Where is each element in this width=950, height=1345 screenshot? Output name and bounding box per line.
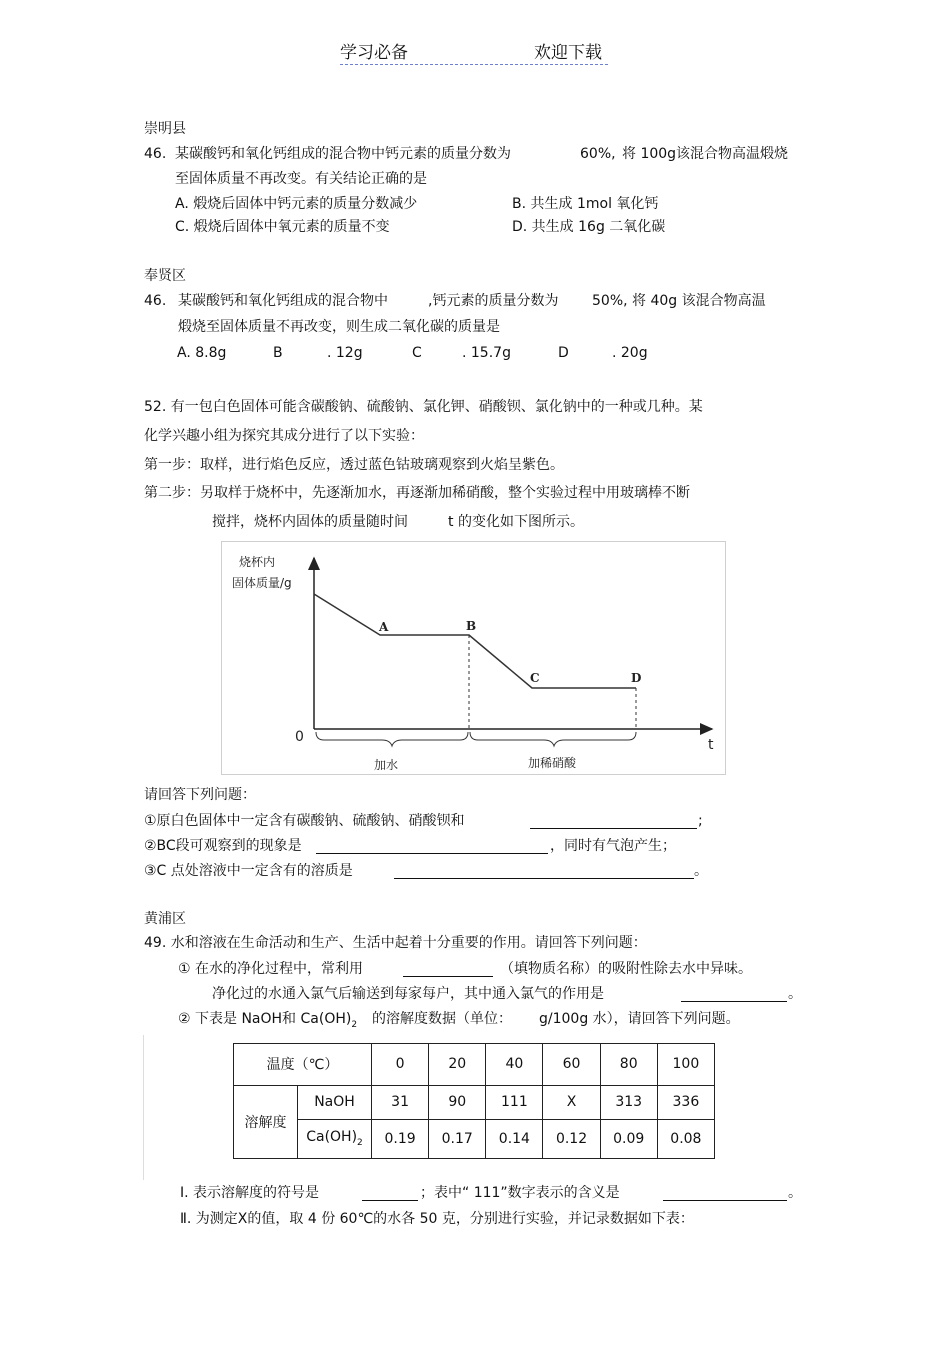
q52-sub2-end: ，同时有气泡产生； <box>550 838 676 854</box>
temp-cell: 80 <box>600 1044 657 1086</box>
q46-line2: 至固体质量不再改变。有关结论正确的是 <box>175 171 427 187</box>
q49-sub1-a: ① 在水的净化过程中，常利用 <box>178 961 364 977</box>
roman1-a: Ⅰ. 表示溶解度的符号是 <box>180 1185 320 1201</box>
q52-sub2-blank[interactable] <box>316 837 548 854</box>
q46-option-b: B. 共生成 1mol 氧化钙 <box>512 196 659 212</box>
table-row-temperature <box>234 1044 715 1086</box>
q49-sub1-blank[interactable] <box>403 960 493 977</box>
origin-label: 0 <box>295 729 304 745</box>
q52-sub1-blank[interactable] <box>530 812 697 829</box>
temp-cell: 20 <box>429 1044 486 1086</box>
q49-sub1-line2-end: 。 <box>788 986 802 1002</box>
q49-sub1-line2: 净化过的水通入氯气后输送到每家每户，其中通入氯气的作用是 <box>212 986 604 1002</box>
q46b-text-b: ,钙元素的质量分数为 <box>428 293 559 309</box>
caoh2-cell: 0.14 <box>486 1119 543 1158</box>
solubility-label: 溶解度 <box>234 1085 298 1158</box>
temp-header: 温度（℃） <box>234 1044 372 1086</box>
solubility-table <box>233 1043 715 1159</box>
q49-sub2-b: 的溶解度数据（单位： <box>372 1011 512 1027</box>
q49-sub1-line2-blank[interactable] <box>681 985 787 1002</box>
left-margin-rule <box>143 1035 144 1180</box>
mass-time-graph <box>221 541 726 775</box>
table-row-naoh <box>234 1085 715 1119</box>
q46b-option-b-letter: B <box>273 345 283 361</box>
header-right: 欢迎下载 <box>534 43 602 63</box>
naoh-cell: 313 <box>600 1085 657 1119</box>
roman1-end: 。 <box>788 1185 802 1201</box>
temp-cell: 60 <box>543 1044 600 1086</box>
q52-step2: 第二步：另取样于烧杯中，先逐渐加水，再逐渐加稀硝酸，整个实验过程中用玻璃棒不断 <box>144 485 690 501</box>
q49-sub2-a-text: ② 下表是 NaOH和 Ca(OH) <box>178 1011 352 1027</box>
q52-step1: 第一步：取样，进行焰色反应，透过蓝色钴玻璃观察到火焰呈紫色。 <box>144 457 564 473</box>
q46-option-d: D. 共生成 16g 二氧化碳 <box>512 219 666 235</box>
roman1-blank2[interactable] <box>663 1184 787 1201</box>
district-chongming: 崇明县 <box>144 121 186 137</box>
naoh-cell: 111 <box>486 1085 543 1119</box>
q46-text-a: 某碳酸钙和氧化钙组成的混合物中钙元素的质量分数为 <box>175 146 511 162</box>
caoh2-cell: 0.08 <box>657 1119 714 1158</box>
brace-left <box>316 732 468 746</box>
point-c-label: C <box>530 671 540 685</box>
graph-svg <box>222 542 725 774</box>
roman1-blank1[interactable] <box>362 1184 418 1201</box>
q49-sub1-b: （填物质名称）的吸附性除去水中异味。 <box>500 961 752 977</box>
segment-left-label: 加水 <box>374 758 399 772</box>
x-label: t <box>708 737 714 753</box>
header-underline <box>340 64 608 65</box>
point-b-label: B <box>466 619 477 633</box>
q46b-text-a: 某碳酸钙和氧化钙组成的混合物中 <box>178 293 388 309</box>
q52-sub2: ②BC段可观察到的现象是 <box>144 838 302 854</box>
q46-text-b: 60%, <box>580 146 616 162</box>
naoh-cell: 336 <box>657 1085 714 1119</box>
point-d-label: D <box>631 671 642 685</box>
q49-line: 49. 水和溶液在生命活动和生产、生活中起着十分重要的作用。请回答下列问题： <box>144 935 647 951</box>
segment-right-label: 加稀硝酸 <box>528 756 577 770</box>
caoh2-cell: 0.17 <box>429 1119 486 1158</box>
q49-sub2-a <box>178 1010 357 1034</box>
q46b-option-b-value: . 12g <box>327 345 363 361</box>
q46b-option-c-letter: C <box>412 345 422 361</box>
q46b-line2: 煅烧至固体质量不再改变，则生成二氧化碳的质量是 <box>178 319 500 335</box>
q46-option-c: C. 煅烧后固体中氧元素的质量不变 <box>175 219 390 235</box>
q52-sub3: ③C 点处溶液中一定含有的溶质是 <box>144 863 353 879</box>
q52-line1: 52. 有一包白色固体可能含碳酸钠、硫酸钠、氯化钾、硝酸钡、氯化钠中的一种或几种。某 <box>144 399 703 415</box>
caoh2-cell: 0.12 <box>543 1119 600 1158</box>
q46-number: 46. <box>144 146 167 162</box>
point-a-label: A <box>379 620 389 634</box>
q46b-text-c: 50%, 将 40g 该混合物高温 <box>592 293 766 309</box>
q52-sub1: ①原白色固体中一定含有碳酸钠、硫酸钠、硝酸钡和 <box>144 813 465 829</box>
q52-prompt: 请回答下列问题： <box>144 787 256 803</box>
district-fengxian: 奉贤区 <box>144 268 186 284</box>
header-left: 学习必备 <box>340 43 408 63</box>
caoh2-label-text: Ca(OH) <box>306 1129 358 1146</box>
q52-step2-cont-b: t 的变化如下图所示。 <box>448 514 584 530</box>
q46b-option-d-value: . 20g <box>612 345 648 361</box>
caoh2-label <box>298 1119 372 1158</box>
q52-line2: 化学兴趣小组为探究其成分进行了以下实验： <box>144 428 424 444</box>
brace-right <box>470 732 636 746</box>
mass-curve <box>314 594 636 688</box>
temp-cell: 100 <box>657 1044 714 1086</box>
y-label-line1: 烧杯内 <box>239 555 276 569</box>
naoh-label: NaOH <box>298 1085 372 1119</box>
q52-step2-cont-a: 搅拌，烧杯内固体的质量随时间 <box>212 514 408 530</box>
q49-sub2-c: g/100g 水），请回答下列问题。 <box>539 1011 740 1027</box>
q46b-option-c-value: . 15.7g <box>462 345 511 361</box>
q52-sub3-end: 。 <box>694 863 708 879</box>
roman1-b: ；表中“ 111”数字表示的含义是 <box>420 1185 620 1201</box>
roman2: Ⅱ. 为测定X的值，取 4 份 60℃的水各 50 克，分别进行实验，并记录数据如下表： <box>180 1211 694 1227</box>
caoh2-cell: 0.19 <box>372 1119 429 1158</box>
y-label-line2: 固体质量/g <box>232 576 292 590</box>
q46b-option-d-letter: D <box>558 345 569 361</box>
temp-cell: 0 <box>372 1044 429 1086</box>
naoh-cell: 31 <box>372 1085 429 1119</box>
caoh2-label-subscript: 2 <box>357 1138 363 1149</box>
temp-cell: 40 <box>486 1044 543 1086</box>
q46-text-c: 将 100g该混合物高温煅烧 <box>622 146 789 162</box>
naoh-cell: 90 <box>429 1085 486 1119</box>
table-row-caoh2 <box>234 1119 715 1158</box>
q46-option-a: A. 煅烧后固体中钙元素的质量分数减少 <box>175 196 418 212</box>
q49-sub2-subscript: 2 <box>351 1019 358 1030</box>
q52-sub3-blank[interactable] <box>394 862 694 879</box>
naoh-cell: X <box>543 1085 600 1119</box>
district-huangpu: 黄浦区 <box>144 911 186 927</box>
q46b-number: 46. <box>144 293 167 309</box>
q46b-option-a: A. 8.8g <box>177 345 227 361</box>
caoh2-cell: 0.09 <box>600 1119 657 1158</box>
q52-sub1-end: ; <box>698 813 703 829</box>
